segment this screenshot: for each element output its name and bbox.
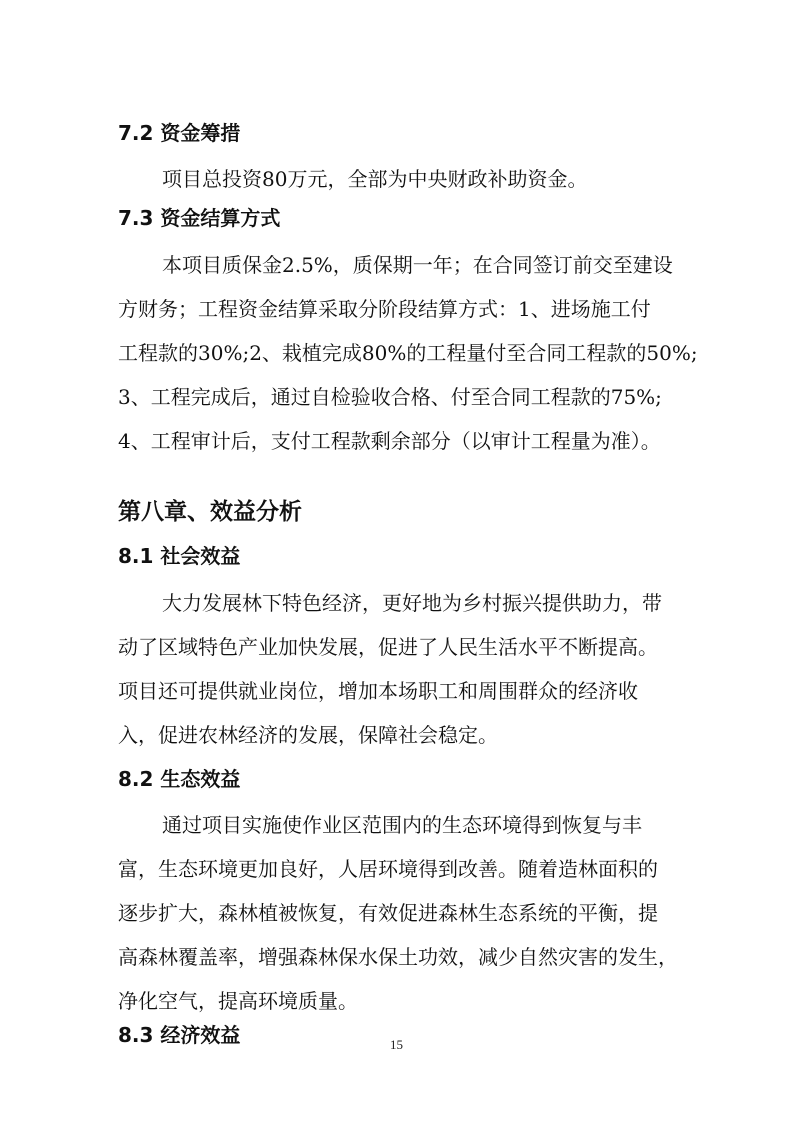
paragraph-line: 逐步扩大，森林植被恢复，有效促进森林生态系统的平衡，提 — [118, 901, 658, 925]
section-heading-8-3: 8.3 经济效益 — [118, 1023, 241, 1047]
section-heading-7-2: 7.2 资金筹措 — [118, 121, 241, 145]
paragraph-line: 项目总投资80万元，全部为中央财政补助资金。 — [162, 167, 588, 191]
section-heading-8-1: 8.1 社会效益 — [118, 544, 241, 568]
paragraph-line: 净化空气，提高环境质量。 — [118, 989, 358, 1013]
section-heading-8-2: 8.2 生态效益 — [118, 767, 241, 791]
paragraph-line: 通过项目实施使作业区范围内的生态环境得到恢复与丰 — [162, 813, 642, 837]
paragraph-line: 3、工程完成后，通过自检验收合格、付至合同工程款的75%; — [118, 385, 662, 409]
paragraph-line: 工程款的30%;2、栽植完成80%的工程量付至合同工程款的50%; — [118, 341, 698, 365]
paragraph-line: 动了区域特色产业加快发展，促进了人民生活水平不断提高。 — [118, 635, 658, 659]
page-number: 15 — [390, 1037, 403, 1052]
paragraph-line: 大力发展林下特色经济，更好地为乡村振兴提供助力，带 — [162, 591, 662, 615]
paragraph-line: 项目还可提供就业岗位，增加本场职工和周围群众的经济收 — [118, 679, 638, 703]
section-heading-7-3: 7.3 资金结算方式 — [118, 206, 281, 230]
paragraph-line: 入，促进农林经济的发展，保障社会稳定。 — [118, 723, 498, 747]
paragraph-line: 高森林覆盖率，增强森林保水保土功效，减少自然灾害的发生， — [118, 945, 678, 969]
paragraph-line: 富，生态环境更加良好，人居环境得到改善。随着造林面积的 — [118, 857, 658, 881]
chapter-title: 第八章、效益分析 — [118, 499, 302, 525]
paragraph-line: 4、工程审计后，支付工程款剩余部分（以审计工程量为准）。 — [118, 429, 661, 453]
paragraph-line: 本项目质保金2.5%，质保期一年；在合同签订前交至建设 — [162, 253, 673, 277]
paragraph-line: 方财务；工程资金结算采取分阶段结算方式：1、进场施工付 — [118, 297, 651, 321]
